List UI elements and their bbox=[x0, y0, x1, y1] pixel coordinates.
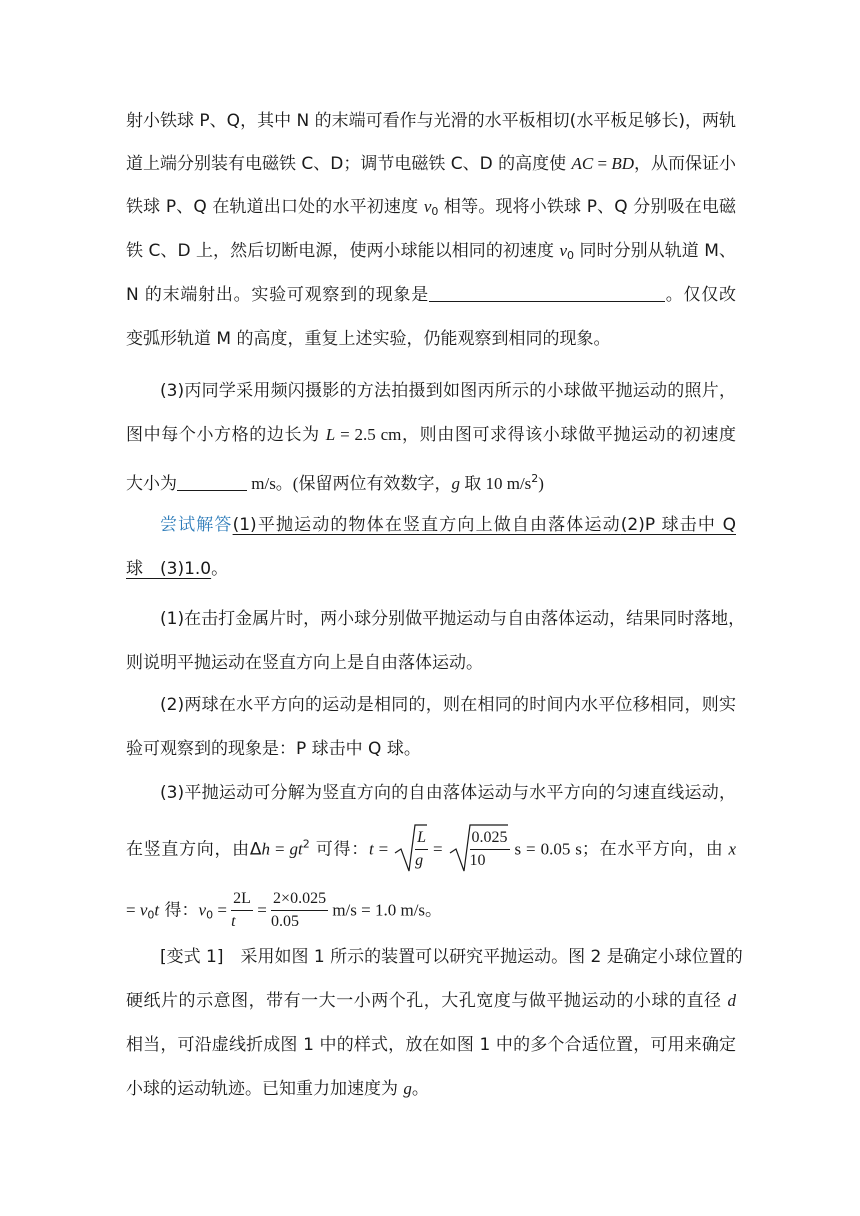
text-line: (3)丙同学采用频闪摄影的方法拍摄到如图丙所示的小球做平抛运动的照片， bbox=[160, 381, 736, 401]
answer-line: 尝试解答(1)平抛运动的物体在竖直方向上做自由落体运动(2)P 球击中 Q bbox=[160, 515, 736, 535]
answer-label: 尝试解答 bbox=[160, 515, 233, 535]
text-line: 验可观察到的现象是：P 球击中 Q 球。 bbox=[126, 739, 421, 759]
text-line: 相当，可沿虚线折成图 1 中的样式，放在如图 1 中的多个合适位置，可用来确定 bbox=[126, 1035, 736, 1055]
text-line: 则说明平抛运动在竖直方向上是自由落体运动。 bbox=[126, 653, 483, 673]
sqrt-formula: $\frac{L}{g}$ bbox=[393, 827, 428, 872]
text-line: 变弧形轨道 M 的高度，重复上述实验，仍能观察到相同的现象。 bbox=[126, 329, 611, 349]
text-line: 大小为 m/s。(保留两位有效数字，g 取 10 $m/s^2$) bbox=[126, 472, 544, 494]
text-line: 小球的运动轨迹。已知重力加速度为 g。 bbox=[126, 1079, 429, 1099]
text-line: [变式 1] 采用如图 1 所示的装置可以研究平抛运动。图 2 是确定小球位置的 bbox=[160, 947, 743, 967]
answer-line: 球 (3)1.0。 bbox=[126, 559, 229, 579]
formula-line: = $v_0t$ 得：$v_0$ = $\frac{2L}{t}$ = $\frac{2\times 0.025}{0.05}$ m/s = 1.0 m/s。 bbox=[126, 890, 443, 930]
text-line: 图中每个小方格的边长为 L = 2.5 cm，则由图可求得该小球做平抛运动的初速度 bbox=[126, 425, 736, 445]
text-line: (3)平抛运动可分解为竖直方向的自由落体运动与水平方向的匀速直线运动， bbox=[160, 783, 736, 803]
formula-line: 在竖直方向，由$\Delta h = gt^2$ 可得：t = $\frac{L}{g}$ = $\frac{0.025}{10}$ s = 0.05 s；在水平方向，由 x bbox=[126, 827, 736, 872]
text-line: N 的末端射出。实验可观察到的现象是 。仅仅改 bbox=[126, 285, 737, 305]
text-line: 道上端分别装有电磁铁 C、D；调节电磁铁 C、D 的高度使 AC = BD，从而保证小 bbox=[126, 154, 737, 174]
text-line: (1)在击打金属片时，两小球分别做平抛运动与自由落体运动，结果同时落地， bbox=[160, 609, 746, 629]
answer-blank bbox=[177, 472, 247, 491]
text-line: (2)两球在水平方向的运动是相同的，则在相同的时间内水平位移相同，则实 bbox=[160, 695, 736, 715]
sqrt-formula: $\frac{0.025}{10}$ bbox=[448, 827, 510, 872]
answer-blank bbox=[429, 283, 665, 302]
text-line: 射小铁球 P、Q，其中 N 的末端可看作与光滑的水平板相切(水平板足够长)，两轨 bbox=[126, 111, 736, 131]
text-line: 铁 C、D 上，然后切断电源，使两小球能以相同的初速度 $v_0$ 同时分别从轨道 M、 bbox=[126, 241, 736, 262]
text-line: 硬纸片的示意图，带有一大一小两个孔，大孔宽度与做平抛运动的小球的直径 d bbox=[126, 991, 736, 1011]
text-line: 铁球 P、Q 在轨道出口处的水平初速度 $v_0$ 相等。现将小铁球 P、Q 分别吸在电磁 bbox=[126, 197, 737, 218]
